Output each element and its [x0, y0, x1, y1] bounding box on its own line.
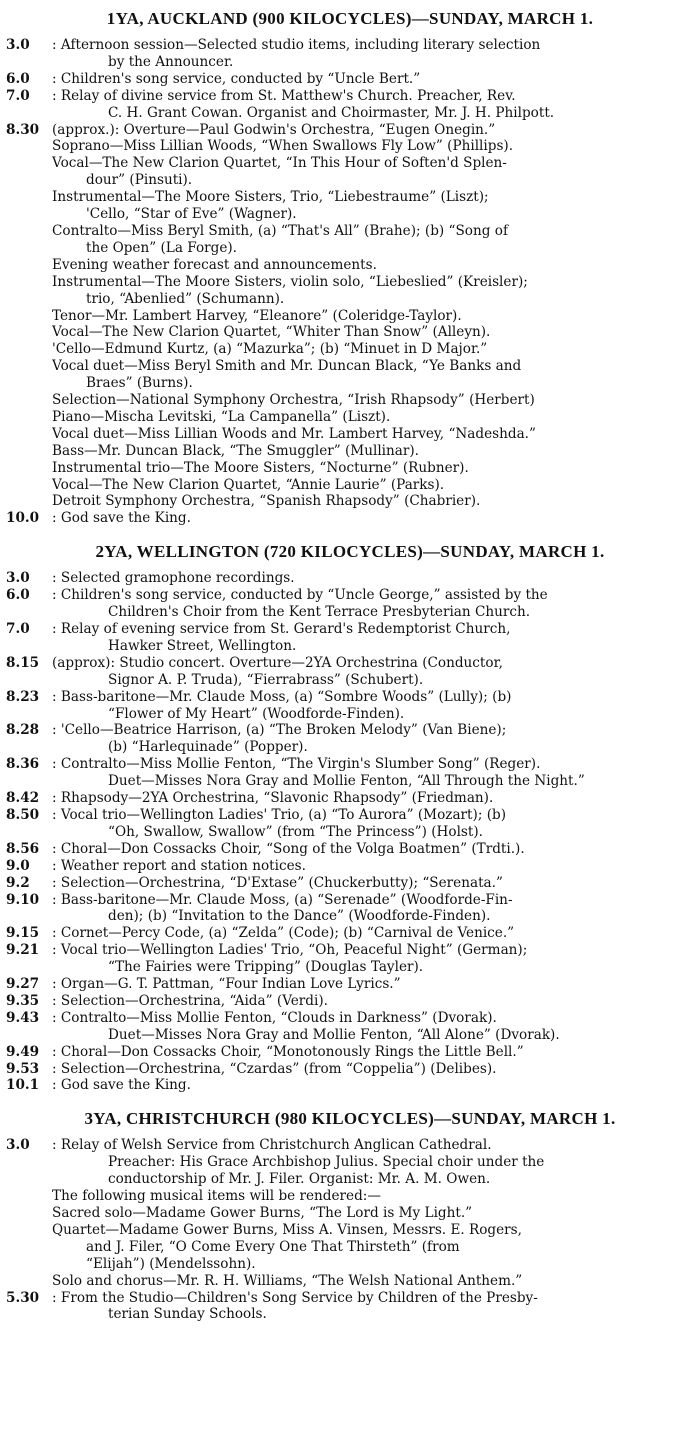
entry-line: : Rhapsody—2YA Orchestrina, “Slavonic Rhapsody” (Friedman). — [52, 790, 494, 807]
program-entry — [6, 942, 694, 976]
program-entry — [6, 841, 694, 858]
entry-time: 8.42 — [6, 790, 40, 807]
entry-line: : 'Cello—Beatrice Harrison, (a) “The Broken Melody” (Van Biene); — [52, 722, 507, 739]
entry-time: 9.53 — [6, 1060, 40, 1077]
program-entry — [6, 1137, 694, 1289]
entry-line: trio, “Abenlied” (Schumann). — [86, 290, 285, 307]
entry-time: 8.15 — [6, 654, 40, 671]
entry-line: : Bass-baritone—Mr. Claude Moss, (a) “Serenade” (Woodforde-Fin- — [52, 891, 513, 908]
entry-time: 7.0 — [6, 621, 30, 637]
program-entry — [6, 722, 694, 756]
entry-line: Selection—National Symphony Orchestra, “Irish Rhapsody” (Herbert) — [52, 392, 535, 409]
program-entry — [6, 37, 694, 71]
program-entry — [6, 1290, 694, 1324]
entry-time: 9.35 — [6, 992, 40, 1009]
entry-line: Detroit Symphony Orchestra, “Spanish Rhapsody” (Chabrier). — [52, 493, 481, 510]
program-entry — [6, 88, 694, 122]
entry-line: by the Announcer. — [108, 53, 234, 70]
entry-time: 9.43 — [6, 1009, 40, 1026]
entry-line: The following musical items will be rendered:— — [52, 1188, 381, 1205]
entry-line: : Children's song service, conducted by “Uncle George,” assisted by the — [52, 587, 548, 604]
entry-line: : Children's song service, conducted by “Uncle Bert.” — [52, 70, 421, 87]
entry-line: Children's Choir from the Kent Terrace Presbyterian Church. — [108, 604, 531, 621]
entry-line: Evening weather forecast and announcements. — [52, 256, 377, 273]
program-entry — [6, 892, 694, 926]
entry-time: 5.30 — [6, 1289, 40, 1306]
entry-line: : God save the King. — [52, 510, 191, 527]
entry-line: : Selected gramophone recordings. — [52, 570, 295, 587]
entry-line: Solo and chorus—Mr. R. H. Williams, “The Welsh National Anthem.” — [52, 1272, 523, 1289]
program-entry — [6, 1061, 694, 1078]
entry-line: Tenor—Mr. Lambert Harvey, “Eleanore” (Coleridge-Taylor). — [52, 307, 462, 324]
station-heading: 2YA, WELLINGTON (720 KILOCYCLES)—SUNDAY, MARCH 1. — [95, 542, 605, 562]
entry-time: 10.0 — [6, 510, 40, 527]
program-entry — [6, 925, 694, 942]
entry-line: (b) “Harlequinade” (Popper). — [108, 739, 308, 756]
entry-line: (approx.): Overture—Paul Godwin's Orchestra, “Eugen Onegin.” — [52, 121, 496, 138]
program-entry — [6, 807, 694, 841]
entry-line: : From the Studio—Children's Song Service by Children of the Presby- — [52, 1289, 538, 1306]
station-section — [6, 1108, 694, 1323]
program-entry — [6, 1077, 694, 1094]
program-entry — [6, 875, 694, 892]
entry-line: : Cornet—Percy Code, (a) “Zelda” (Code); (b) “Carnival de Venice.” — [52, 925, 515, 942]
entry-time: 7.0 — [6, 87, 30, 104]
program-entry — [6, 756, 694, 790]
station-section — [6, 541, 694, 1094]
entry-time: 3.0 — [6, 1137, 30, 1154]
entry-time: 8.23 — [6, 688, 40, 705]
entry-line: C. H. Grant Cowan. Organist and Choirmaster, Mr. J. H. Philpott. — [108, 104, 555, 121]
entry-line: : Selection—Orchestrina, “D'Extase” (Chuckerbutty); “Serenata.” — [52, 874, 503, 891]
entry-line: : Selection—Orchestrina, “Czardas” (from “Coppelia”) (Delibes). — [52, 1060, 497, 1077]
entry-time: 9.27 — [6, 976, 40, 993]
entry-line: : Choral—Don Cossacks Choir, “Monotonously Rings the Little Bell.” — [52, 1043, 524, 1060]
entry-line: and J. Filer, “O Come Every One That Thirsteth” (from — [86, 1238, 460, 1255]
entry-line: Piano—Mischa Levitski, “La Campanella” (Liszt). — [52, 408, 391, 425]
entry-line: : Organ—G. T. Pattman, “Four Indian Love Lyrics.” — [52, 976, 401, 993]
entry-time: 6.0 — [6, 587, 30, 604]
program-entry — [6, 858, 694, 875]
entry-line: Contralto—Miss Beryl Smith, (a) “That's All” (Brahe); (b) “Song of — [52, 222, 508, 239]
entry-line: Preacher: His Grace Archbishop Julius. Special choir under the — [108, 1154, 545, 1171]
entry-line: conductorship of Mr. J. Filer. Organist: Mr. A. M. Owen. — [108, 1171, 491, 1188]
entry-line: : Vocal trio—Wellington Ladies' Trio, “Oh, Peaceful Night” (German); — [52, 942, 528, 959]
entry-time: 8.56 — [6, 840, 40, 857]
entry-line: : Bass-baritone—Mr. Claude Moss, (a) “Sombre Woods” (Lully); (b) — [52, 688, 512, 705]
entry-line: “Oh, Swallow, Swallow” (from “The Princess”) (Holst). — [108, 823, 483, 840]
entry-line: “The Fairies were Tripping” (Douglas Tayler). — [108, 959, 424, 976]
entry-line: : Relay of divine service from St. Matthew's Church. Preacher, Rev. — [52, 87, 516, 104]
entry-time: 9.0 — [6, 857, 30, 874]
entry-line: “Flower of My Heart” (Woodforde-Finden). — [108, 705, 405, 722]
station-heading: 1YA, AUCKLAND (900 KILOCYCLES)—SUNDAY, MARCH 1. — [106, 9, 594, 28]
entry-time: 8.30 — [6, 121, 40, 138]
entry-line: Sacred solo—Madame Gower Burns, “The Lord is My Light.” — [52, 1205, 473, 1221]
entry-line: Instrumental—The Moore Sisters, violin solo, “Liebeslied” (Kreisler); — [52, 273, 528, 290]
entry-line: Signor A. P. Truda), “Fierrabrass” (Schubert). — [108, 671, 424, 688]
program-entry — [6, 71, 694, 88]
program-entry — [6, 976, 694, 993]
entry-line: : Afternoon session—Selected studio items, including literary selection — [52, 37, 541, 53]
entry-line: : Selection—Orchestrina, “Aida” (Verdi). — [52, 992, 328, 1009]
entry-time: 9.21 — [6, 942, 40, 959]
station-section — [6, 8, 694, 527]
program-entry — [6, 689, 694, 723]
entry-line: 'Cello, “Star of Eve” (Wagner). — [86, 206, 297, 223]
entry-time: 9.15 — [6, 925, 40, 942]
entry-time: 9.10 — [6, 891, 40, 908]
entry-time: 8.28 — [6, 722, 40, 739]
entry-line: Bass—Mr. Duncan Black, “The Smuggler” (Mullinar). — [52, 442, 420, 459]
entry-time: 8.50 — [6, 806, 40, 823]
entry-line: (approx): Studio concert. Overture—2YA Orchestrina (Conductor, — [52, 654, 503, 671]
entry-line: Vocal—The New Clarion Quartet, “In This Hour of Soften'd Splen- — [52, 155, 507, 172]
station-heading: 3YA, CHRISTCHURCH (980 KILOCYCLES)—SUNDAY, MARCH 1. — [84, 1109, 616, 1129]
entry-line: Vocal—The New Clarion Quartet, “Whiter Than Snow” (Alleyn). — [52, 324, 491, 341]
program-entry — [6, 587, 694, 621]
entry-line: : Choral—Don Cossacks Choir, “Song of the Volga Boatmen” (Trdti.). — [52, 840, 525, 857]
entry-time: 9.49 — [6, 1043, 40, 1060]
entry-line: Vocal duet—Miss Beryl Smith and Mr. Duncan Black, “Ye Banks and — [52, 358, 522, 375]
program-entry — [6, 993, 694, 1010]
program-entry — [6, 122, 694, 511]
entry-line: “Elijah”) (Mendelssohn). — [86, 1255, 256, 1272]
entry-line: Instrumental trio—The Moore Sisters, “Nocturne” (Rubner). — [52, 459, 469, 476]
program-entry — [6, 621, 694, 655]
program-entry — [6, 1044, 694, 1061]
entry-line: Braes” (Burns). — [86, 375, 193, 392]
program-entry — [6, 655, 694, 689]
entry-time: 3.0 — [6, 37, 30, 53]
entry-line: : Relay of evening service from St. Gerard's Redemptorist Church, — [52, 621, 511, 637]
program-entry — [6, 510, 694, 527]
entry-line: 'Cello—Edmund Kurtz, (a) “Mazurka”; (b) “Minuet in D Major.” — [52, 341, 488, 358]
entry-line: : Weather report and station notices. — [52, 857, 306, 874]
entry-line: Hawker Street, Wellington. — [108, 637, 297, 654]
entry-time: 8.36 — [6, 756, 40, 773]
program-entry — [6, 1010, 694, 1044]
entry-line: Vocal duet—Miss Lillian Woods and Mr. Lambert Harvey, “Nadeshda.” — [52, 425, 536, 442]
entry-time: 10.1 — [6, 1077, 40, 1094]
entry-line: Duet—Misses Nora Gray and Mollie Fenton, “All Through the Night.” — [108, 773, 585, 790]
entry-line: Duet—Misses Nora Gray and Mollie Fenton, “All Alone” (Dvorak). — [108, 1026, 560, 1043]
entry-time: 3.0 — [6, 570, 30, 587]
entry-time: 6.0 — [6, 70, 30, 87]
entry-line: : Contralto—Miss Mollie Fenton, “Clouds in Darkness” (Dvorak). — [52, 1009, 497, 1026]
entry-line: dour” (Pinsuti). — [86, 172, 193, 189]
entry-line: : God save the King. — [52, 1077, 191, 1094]
entry-line: : Contralto—Miss Mollie Fenton, “The Virgin's Slumber Song” (Reger). — [52, 756, 541, 773]
entry-line: Soprano—Miss Lillian Woods, “When Swallows Fly Low” (Phillips). — [52, 138, 514, 155]
program-entry — [6, 570, 694, 587]
entry-line: Quartet—Madame Gower Burns, Miss A. Vinsen, Messrs. E. Rogers, — [52, 1221, 522, 1238]
entry-time: 9.2 — [6, 874, 30, 891]
program-entry — [6, 790, 694, 807]
entry-line: den); (b) “Invitation to the Dance” (Woodforde-Finden). — [108, 908, 491, 925]
entry-line: : Relay of Welsh Service from Christchurch Anglican Cathedral. — [52, 1137, 492, 1154]
entry-line: terian Sunday Schools. — [108, 1306, 267, 1323]
entry-line: Instrumental—The Moore Sisters, Trio, “Liebestraume” (Liszt); — [52, 189, 489, 206]
entry-line: Vocal—The New Clarion Quartet, “Annie Laurie” (Parks). — [52, 476, 445, 493]
entry-line: the Open” (La Forge). — [86, 239, 237, 256]
entry-line: : Vocal trio—Wellington Ladies' Trio, (a) “To Aurora” (Mozart); (b) — [52, 806, 507, 823]
